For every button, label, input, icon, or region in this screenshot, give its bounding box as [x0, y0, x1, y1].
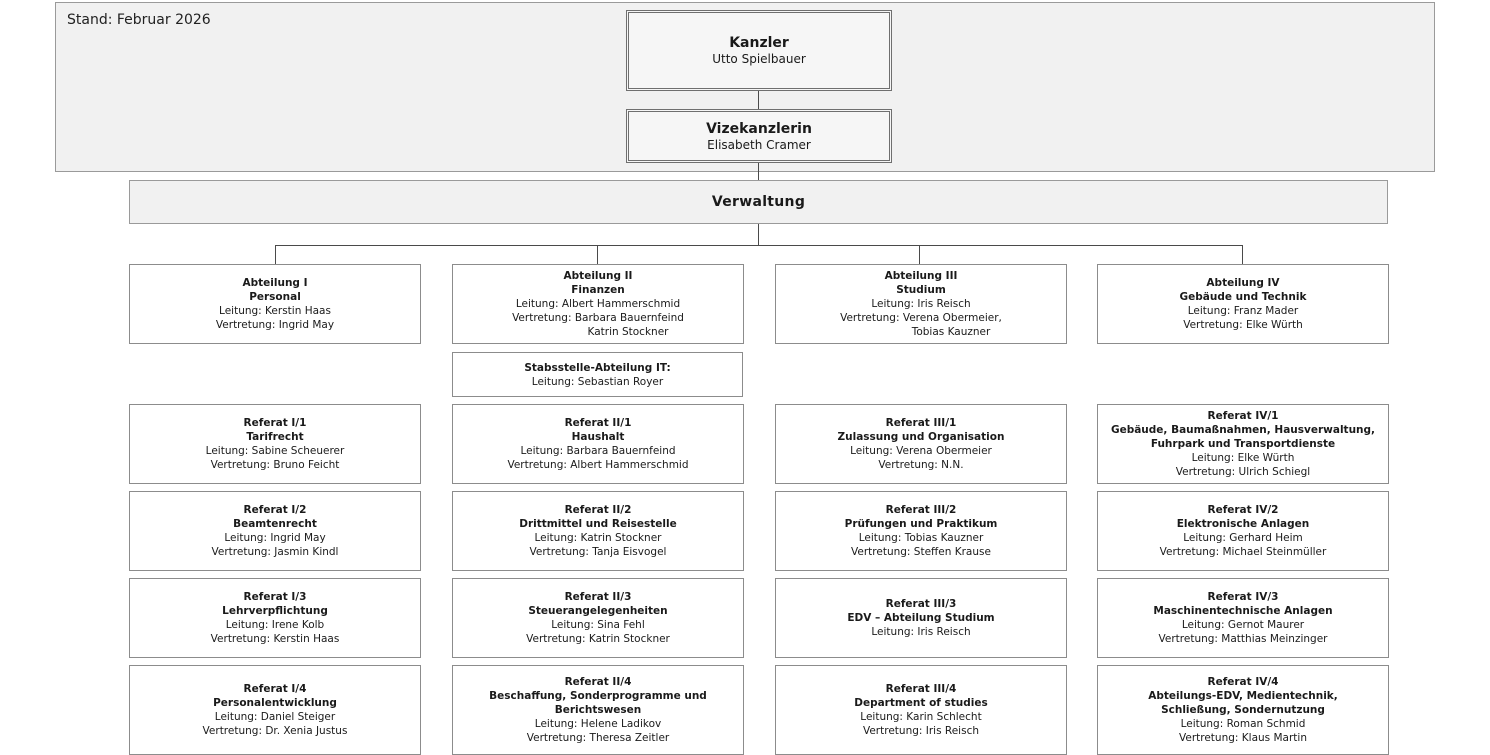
referat-leitung: Leitung: Irene Kolb [225, 619, 325, 631]
referat-name: Haushalt [571, 431, 625, 443]
referat-leitung: Leitung: Barbara Bauernfeind [520, 445, 676, 457]
referat-vertretung: Vertretung: Michael Steinmüller [1159, 546, 1327, 558]
referat-name: Drittmittel und Reisestelle [519, 518, 677, 530]
referat-leitung: Leitung: Karin Schlecht [860, 711, 982, 723]
connector-abteilung-2 [597, 245, 598, 264]
referat-box [775, 491, 1067, 571]
referat-box [129, 404, 421, 484]
referat-vertretung: Vertretung: Ulrich Schiegl [1175, 466, 1311, 478]
referat-leitung: Leitung: Verena Obermeier [850, 445, 992, 457]
referat-leitung: Leitung: Iris Reisch [871, 626, 971, 638]
referat-number: Referat IV/2 [1207, 504, 1279, 516]
referat-box [1097, 404, 1389, 484]
referat-number: Referat II/4 [564, 676, 632, 688]
abteilung-box [452, 264, 744, 344]
referat-number: Referat I/2 [243, 504, 307, 516]
abteilung-name: Studium [896, 284, 946, 296]
referat-number: Referat I/1 [243, 417, 307, 429]
referat-box [1097, 665, 1389, 755]
abteilung-leitung: Leitung: Franz Mader [1187, 305, 1299, 317]
abteilung-number: Abteilung I [242, 277, 308, 289]
abteilung-name: Personal [249, 291, 301, 303]
abteilung-vertretung-extra: Katrin Stockner [587, 326, 669, 338]
abteilung-number: Abteilung IV [1206, 277, 1280, 289]
referat-leitung: Leitung: Ingrid May [224, 532, 326, 544]
abteilung-leitung: Leitung: Iris Reisch [871, 298, 971, 310]
abteilung-box [1097, 264, 1389, 344]
referat-name: Lehrverpflichtung [222, 605, 328, 617]
connector-abteilung-1 [275, 245, 276, 264]
referat-vertretung: Vertretung: Kerstin Haas [210, 633, 340, 645]
referat-box [452, 665, 744, 755]
referat-box [452, 491, 744, 571]
vizekanzler-title: Vizekanzlerin [706, 121, 812, 137]
referat-name: Fuhrpark und Transportdienste [1150, 438, 1336, 450]
referat-name: Beamtenrecht [233, 518, 317, 530]
vizekanzler-box [626, 109, 892, 163]
referat-name: Abteilungs-EDV, Medientechnik, [1148, 690, 1338, 702]
referat-vertretung: Vertretung: Jasmin Kindl [211, 546, 339, 558]
referat-name: Zulassung und Organisation [837, 431, 1005, 443]
referat-number: Referat IV/3 [1207, 591, 1279, 603]
referat-box [1097, 491, 1389, 571]
referat-name: Prüfungen und Praktikum [844, 518, 998, 530]
referat-name: Beschaffung, Sonderprogramme und [489, 690, 707, 702]
referat-number: Referat IV/4 [1207, 676, 1279, 688]
abteilung-vertretung: Vertretung: Ingrid May [215, 319, 335, 331]
referat-box [129, 578, 421, 658]
abteilung-name: Gebäude und Technik [1179, 291, 1307, 303]
referat-name: Gebäude, Baumaßnahmen, Hausverwaltung, [1110, 424, 1376, 436]
referat-box [775, 404, 1067, 484]
abteilung-vertretung-extra: Tobias Kauzner [911, 326, 991, 338]
referat-box [452, 578, 744, 658]
referat-name: Personalentwicklung [213, 697, 337, 709]
referat-leitung: Leitung: Roman Schmid [1180, 718, 1306, 730]
referat-box [452, 404, 744, 484]
referat-name: Department of studies [854, 697, 988, 709]
abteilung-vertretung: Vertretung: Verena Obermeier, [840, 312, 1002, 324]
kanzler-title: Kanzler [729, 35, 789, 51]
referat-number: Referat I/4 [243, 683, 307, 695]
stand-date: Stand: Februar 2026 [67, 12, 211, 28]
referat-leitung: Leitung: Daniel Steiger [214, 711, 336, 723]
abteilung-name: Finanzen [571, 284, 625, 296]
vizekanzler-name: Elisabeth Cramer [707, 138, 811, 152]
referat-number: Referat III/4 [885, 683, 957, 695]
referat-vertretung: Vertretung: N.N. [878, 459, 964, 471]
referat-name: Berichtswesen [554, 704, 642, 716]
referat-number: Referat I/3 [243, 591, 307, 603]
referat-box [775, 578, 1067, 658]
abteilung-vertretung: Vertretung: Barbara Bauernfeind [512, 312, 684, 324]
abteilung-leitung: Leitung: Kerstin Haas [219, 305, 331, 317]
referat-box [129, 665, 421, 755]
referat-vertretung: Vertretung: Iris Reisch [862, 725, 979, 737]
referat-leitung: Leitung: Gerhard Heim [1183, 532, 1303, 544]
referat-leitung: Leitung: Katrin Stockner [534, 532, 662, 544]
referat-leitung: Leitung: Gernot Maurer [1181, 619, 1305, 631]
stabsstelle-it-box [452, 352, 743, 397]
referat-name: Elektronische Anlagen [1176, 518, 1310, 530]
connector-kanzler-vize [758, 91, 759, 109]
referat-box [775, 665, 1067, 755]
connector-verwaltung-down [758, 224, 759, 245]
stabsstelle-leitung: Leitung: Sebastian Royer [531, 375, 664, 388]
referat-name: Steuerangelegenheiten [528, 605, 668, 617]
referat-vertretung: Vertretung: Tanja Eisvogel [529, 546, 667, 558]
referat-number: Referat III/3 [885, 598, 957, 610]
referat-number: Referat III/1 [885, 417, 957, 429]
verwaltung-header: Verwaltung [129, 180, 1388, 224]
referat-leitung: Leitung: Elke Würth [1191, 452, 1295, 464]
referat-vertretung: Vertretung: Theresa Zeitler [526, 732, 670, 744]
referat-box [1097, 578, 1389, 658]
stabsstelle-title: Stabsstelle-Abteilung IT: [524, 361, 671, 374]
referat-vertretung: Vertretung: Bruno Feicht [210, 459, 340, 471]
referat-leitung: Leitung: Tobias Kauzner [858, 532, 984, 544]
abteilung-box [775, 264, 1067, 344]
referat-name: EDV – Abteilung Studium [847, 612, 995, 624]
referat-leitung: Leitung: Sina Fehl [551, 619, 645, 631]
referat-box [129, 491, 421, 571]
referat-leitung: Leitung: Helene Ladikov [534, 718, 662, 730]
abteilung-leitung: Leitung: Albert Hammerschmid [515, 298, 681, 310]
referat-vertretung: Vertretung: Dr. Xenia Justus [202, 725, 348, 737]
referat-name: Tarifrecht [246, 431, 304, 443]
kanzler-name: Utto Spielbauer [712, 52, 806, 66]
abteilung-number: Abteilung III [884, 270, 958, 282]
kanzler-box [626, 10, 892, 91]
referat-vertretung: Vertretung: Matthias Meinzinger [1158, 633, 1328, 645]
connector-abteilung-4 [1242, 245, 1243, 264]
connector-abteilung-3 [919, 245, 920, 264]
referat-leitung: Leitung: Sabine Scheuerer [205, 445, 345, 457]
referat-number: Referat IV/1 [1207, 410, 1279, 422]
referat-number: Referat III/2 [885, 504, 957, 516]
referat-number: Referat II/3 [564, 591, 632, 603]
connector-horizontal-bar [275, 245, 1243, 246]
referat-number: Referat II/1 [564, 417, 632, 429]
abteilung-box [129, 264, 421, 344]
referat-name: Maschinentechnische Anlagen [1153, 605, 1333, 617]
connector-vize-verwaltung [758, 163, 759, 180]
referat-vertretung: Vertretung: Steffen Krause [851, 546, 991, 558]
referat-vertretung: Vertretung: Klaus Martin [1179, 732, 1307, 744]
referat-number: Referat II/2 [564, 504, 632, 516]
abteilung-vertretung: Vertretung: Elke Würth [1183, 319, 1303, 331]
referat-vertretung: Vertretung: Katrin Stockner [526, 633, 670, 645]
abteilung-number: Abteilung II [563, 270, 633, 282]
referat-name: Schließung, Sondernutzung [1161, 704, 1325, 716]
referat-vertretung: Vertretung: Albert Hammerschmid [507, 459, 689, 471]
